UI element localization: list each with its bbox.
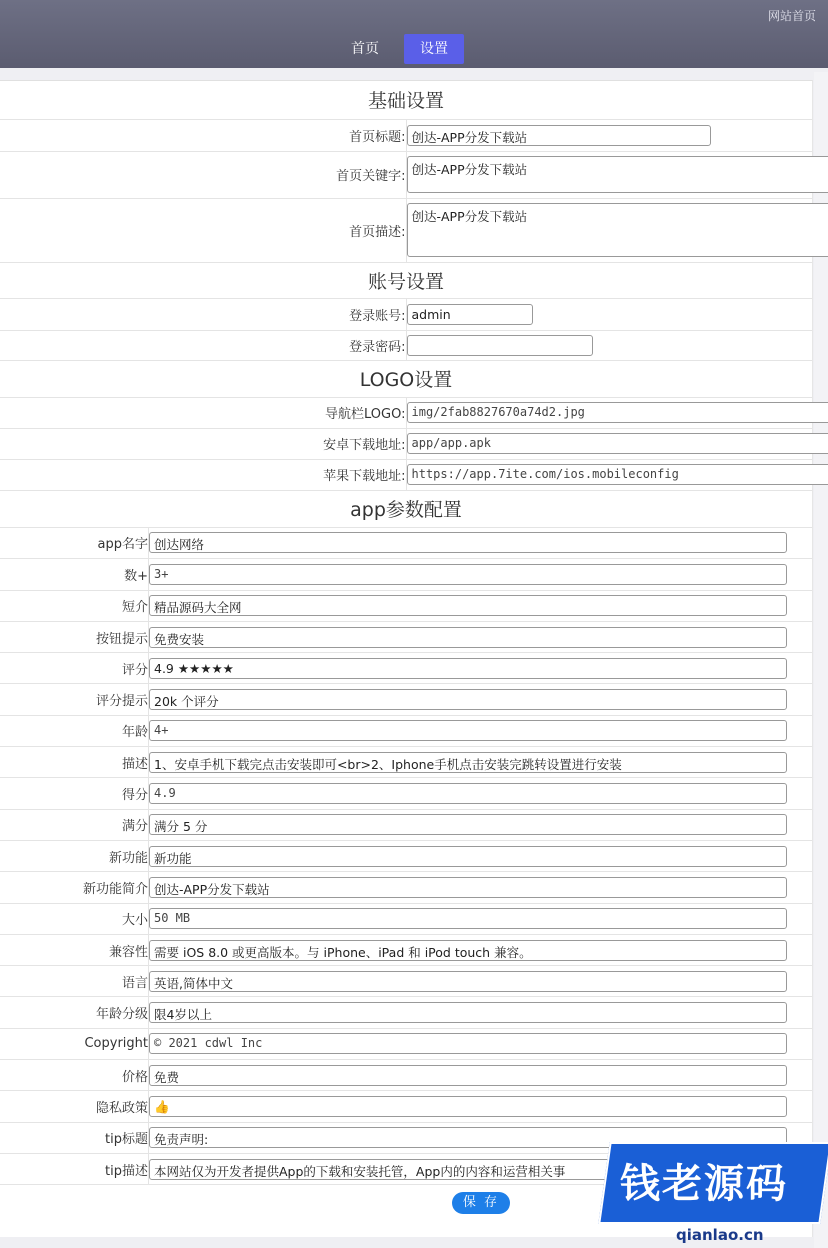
android-url-label: 安卓下载地址: — [0, 428, 406, 459]
app-config-row — [0, 934, 812, 965]
app-config-label: 评分 — [0, 653, 149, 684]
app-config-row — [0, 528, 812, 559]
app-config-input[interactable]: 免费安装 — [149, 627, 787, 648]
nav-logo-input[interactable]: img/2fab8827670a74d2.jpg — [407, 402, 828, 423]
app-config-input[interactable]: 4.9 — [149, 783, 787, 804]
login-pass-input[interactable] — [407, 335, 593, 356]
home-title-input[interactable]: 创达-APP分发下载站 — [407, 125, 711, 146]
app-config-label: 新功能简介 — [0, 872, 149, 903]
app-config-input[interactable]: 精品源码大全网 — [149, 595, 787, 616]
login-user-label: 登录账号: — [0, 298, 406, 330]
app-config-label: tip描述 — [0, 1153, 149, 1184]
app-config-label: 短介 — [0, 590, 149, 621]
app-config-input[interactable]: 限4岁以上 — [149, 1002, 787, 1023]
login-user-input[interactable]: admin — [407, 304, 533, 325]
app-config-row — [0, 1028, 812, 1059]
settings-panel — [0, 80, 813, 1237]
app-config-input[interactable]: 4.9 ★★★★★ — [149, 658, 787, 679]
app-config-label: 兼容性 — [0, 934, 149, 965]
watermark-logo — [604, 1142, 826, 1244]
app-config-label: 年龄分级 — [0, 997, 149, 1028]
login-pass-label: 登录密码: — [0, 330, 406, 360]
ios-url-label: 苹果下载地址: — [0, 459, 406, 490]
app-config-label: 语言 — [0, 966, 149, 997]
site-home-link[interactable]: 网站首页 — [767, 9, 816, 23]
home-desc-label: 首页描述: — [0, 198, 406, 262]
app-config-input[interactable]: 本网站仅为开发者提供App的下载和安装托管，App内的内容和运营相关事 — [149, 1159, 787, 1180]
app-config-input[interactable]: 创达-APP分发下载站 — [149, 877, 787, 898]
app-config-label: 数+ — [0, 559, 149, 590]
home-desc-textarea[interactable]: 创达-APP分发下载站 — [407, 203, 828, 257]
app-config-row — [0, 903, 812, 934]
app-config-label: 得分 — [0, 778, 149, 809]
section-app-title: app参数配置 — [0, 490, 812, 527]
app-config-label: 隐私政策 — [0, 1091, 149, 1122]
app-config-row — [0, 1091, 812, 1122]
app-config-input[interactable]: 新功能 — [149, 846, 787, 867]
app-config-input[interactable]: 免费 — [149, 1065, 787, 1086]
app-config-label: 新功能 — [0, 840, 149, 871]
app-config-input[interactable]: 3+ — [149, 564, 787, 585]
app-config-label: app名字 — [0, 528, 149, 559]
main-nav — [0, 34, 828, 64]
app-config-table — [0, 528, 812, 1186]
ios-url-input[interactable]: https://app.7ite.com/ios.mobileconfig — [407, 464, 828, 485]
app-config-row — [0, 715, 812, 746]
app-config-row — [0, 590, 812, 621]
app-config-row — [0, 747, 812, 778]
app-config-label: 描述 — [0, 747, 149, 778]
app-config-input[interactable]: 免责声明: — [149, 1127, 787, 1148]
section-account-title: 账号设置 — [0, 262, 812, 298]
app-config-label: 价格 — [0, 1060, 149, 1091]
app-config-input[interactable]: 50 MB — [149, 908, 787, 929]
nav-logo-label: 导航栏LOGO: — [0, 397, 406, 428]
app-config-row — [0, 997, 812, 1028]
app-config-label: 满分 — [0, 809, 149, 840]
section-basic-title: 基础设置 — [0, 81, 812, 119]
app-config-label: 大小 — [0, 903, 149, 934]
top-bar — [0, 0, 828, 68]
app-config-row — [0, 684, 812, 715]
app-config-row — [0, 653, 812, 684]
app-config-input[interactable]: 👍 — [149, 1096, 787, 1117]
watermark-text: 钱老源码 — [620, 1161, 788, 1207]
home-keywords-label: 首页关键字: — [0, 151, 406, 198]
section-logo-title: LOGO设置 — [0, 360, 812, 397]
app-config-input[interactable]: 20k 个评分 — [149, 689, 787, 710]
app-config-label: 按钮提示 — [0, 621, 149, 652]
save-button[interactable]: 保 存 — [452, 1192, 510, 1214]
app-config-label: tip标题 — [0, 1122, 149, 1153]
app-config-input[interactable]: © 2021 cdwl Inc — [149, 1033, 787, 1054]
app-config-input[interactable]: 4+ — [149, 720, 787, 741]
home-title-label: 首页标题: — [0, 119, 406, 151]
watermark-domain: qianlao.cn — [676, 1226, 764, 1244]
app-config-label: 评分提示 — [0, 684, 149, 715]
settings-form — [0, 81, 812, 528]
app-config-input[interactable]: 英语,简体中文 — [149, 971, 787, 992]
nav-settings[interactable]: 设置 — [404, 34, 464, 64]
nav-home[interactable]: 首页 — [351, 41, 379, 57]
app-config-row — [0, 778, 812, 809]
app-config-row — [0, 621, 812, 652]
app-config-row — [0, 559, 812, 590]
app-config-label: 年龄 — [0, 715, 149, 746]
app-config-row — [0, 1060, 812, 1091]
android-url-input[interactable]: app/app.apk — [407, 433, 828, 454]
app-config-row — [0, 966, 812, 997]
home-keywords-textarea[interactable]: 创达-APP分发下载站 — [407, 156, 828, 193]
app-config-input[interactable]: 创达网络 — [149, 532, 787, 553]
app-config-input[interactable]: 满分 5 分 — [149, 814, 787, 835]
app-config-input[interactable]: 1、安卓手机下载完点击安装即可<br>2、Iphone手机点击安装完跳转设置进行安装 — [149, 752, 787, 773]
app-config-row — [0, 872, 812, 903]
app-config-input[interactable]: 需要 iOS 8.0 或更高版本。与 iPhone、iPad 和 iPod touch 兼容。 — [149, 940, 787, 961]
app-config-row — [0, 840, 812, 871]
app-config-row — [0, 809, 812, 840]
app-config-label: Copyright — [0, 1028, 149, 1059]
